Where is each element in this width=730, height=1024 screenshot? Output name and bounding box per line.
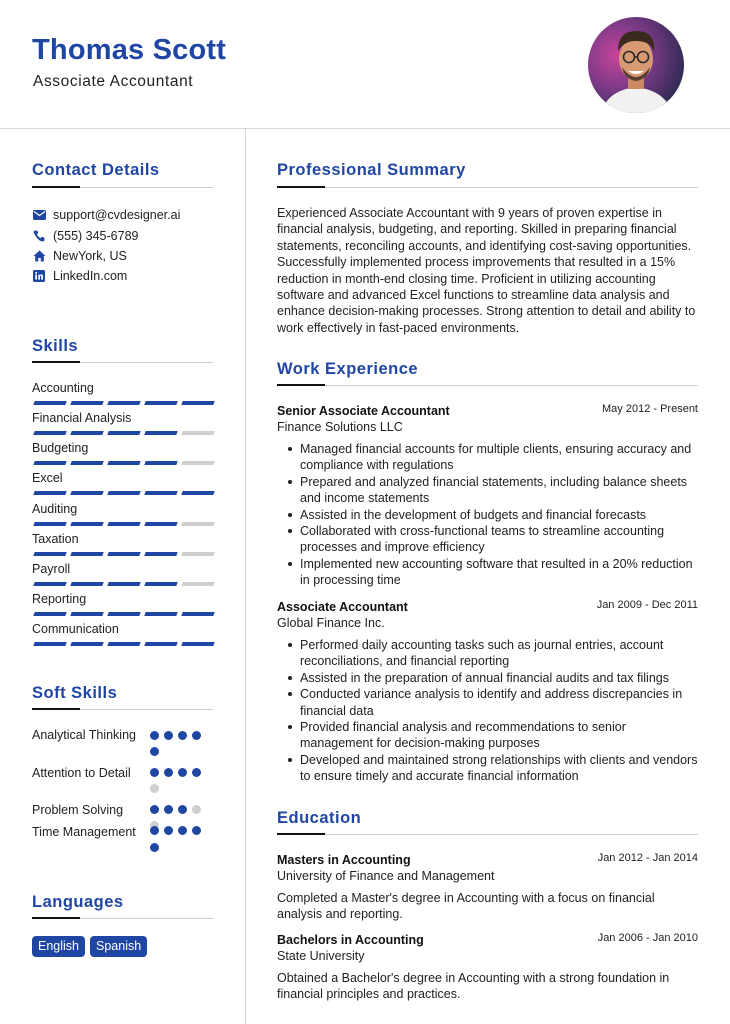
rating-dot-filled	[178, 731, 187, 740]
summary-section-title: Professional Summary	[277, 161, 466, 179]
job-bullet: Prepared and analyzed financial statements, including balance sheets and income statements	[300, 474, 700, 507]
resume-header	[0, 0, 730, 128]
job-company: Finance Solutions LLC	[277, 420, 403, 434]
contact-location-text: NewYork, US	[53, 249, 127, 263]
job-bullets	[300, 637, 700, 785]
job-title: Senior Associate Accountant	[277, 404, 450, 418]
rating-dot-filled	[150, 747, 159, 756]
rating-dot-filled	[164, 768, 173, 777]
rating-dot-filled	[178, 826, 187, 835]
skill-segment-filled	[70, 642, 103, 646]
skill-segment-filled	[33, 642, 66, 646]
skill-segment-filled	[70, 431, 103, 435]
rating-dot-filled	[192, 768, 201, 777]
skill-segment-filled	[181, 401, 214, 405]
rating-dot-filled	[192, 731, 201, 740]
skill-label: Accounting	[32, 381, 94, 395]
skill-segment-filled	[70, 552, 103, 556]
linkedin-icon	[32, 269, 46, 283]
skill-segment-filled	[33, 582, 66, 586]
skill-segment-filled	[144, 642, 177, 646]
skill-segment-empty	[181, 431, 214, 435]
skill-level-bar	[32, 612, 212, 616]
degree-title: Masters in Accounting	[277, 853, 411, 867]
language-tag: Spanish	[90, 936, 147, 957]
rating-dot-filled	[164, 805, 173, 814]
skill-segment-filled	[33, 461, 66, 465]
rating-dot-filled	[178, 805, 187, 814]
skill-label: Payroll	[32, 562, 71, 576]
skill-level-bar	[32, 642, 212, 646]
languages-section-rule	[32, 918, 213, 919]
skill-segment-filled	[107, 491, 140, 495]
skill-segment-filled	[107, 461, 140, 465]
contact-linkedin[interactable]	[32, 268, 127, 284]
rating-dot-empty	[150, 784, 159, 793]
summary-text: Experienced Associate Accountant with 9 years of proven expertise in financial analysis, budgeting, and reporting. Skilled in preparing financial statements, reconciling accounts, and identifying cost-saving opportunities. Successfully implemented process improvements that resulted in a 15% reduction in month-end closing time. Proficient in utilizing accounting software and advanced Excel functions to streamline data analysis and enhance decision-making processes. Strong attention to detail and ability to work effectively in fast-paced environments.	[277, 206, 696, 335]
skill-label: Financial Analysis	[32, 411, 132, 425]
skill-label: Reporting	[32, 592, 87, 606]
contact-phone-text: (555) 345-6789	[53, 229, 139, 243]
degree-dates: Jan 2006 - Jan 2010	[597, 932, 698, 944]
soft-skill-label: Analytical Thinking	[32, 728, 136, 742]
skill-segment-filled	[70, 522, 103, 526]
skill-level-bar	[32, 491, 212, 495]
skill-segment-filled	[33, 431, 66, 435]
skill-segment-empty	[181, 461, 214, 465]
skill-label: Excel	[32, 471, 63, 485]
contact-section-title: Contact Details	[32, 161, 160, 179]
skill-segment-filled	[33, 552, 66, 556]
skill-segment-filled	[33, 401, 66, 405]
skill-label: Auditing	[32, 502, 78, 516]
summary-section-rule	[277, 187, 698, 188]
skill-segment-filled	[70, 582, 103, 586]
job-company: Global Finance Inc.	[277, 616, 385, 630]
experience-section-rule	[277, 385, 698, 386]
profile-photo	[588, 17, 684, 113]
rating-dot-filled	[150, 768, 159, 777]
degree-description: Obtained a Bachelor's degree in Accounting with a strong foundation in financial principles and practices.	[277, 971, 670, 1002]
skill-segment-empty	[181, 552, 214, 556]
rating-dot-filled	[164, 731, 173, 740]
contact-linkedin-text: LinkedIn.com	[53, 269, 128, 283]
skill-label: Communication	[32, 622, 119, 636]
skill-segment-filled	[70, 612, 103, 616]
skill-segment-filled	[144, 552, 177, 556]
skills-section-title: Skills	[32, 337, 79, 355]
rating-dot-filled	[192, 826, 201, 835]
skill-segment-filled	[107, 612, 140, 616]
skill-segment-filled	[144, 612, 177, 616]
job-bullet: Collaborated with cross-functional teams to streamline accounting processes and improve efficiency	[300, 523, 700, 556]
rating-dot-filled	[150, 805, 159, 814]
job-bullets	[300, 441, 700, 589]
skill-segment-filled	[144, 431, 177, 435]
skill-segment-filled	[144, 491, 177, 495]
rating-dot-filled	[150, 826, 159, 835]
home-icon	[32, 249, 46, 263]
candidate-title: Associate Accountant	[33, 73, 194, 90]
rating-dot-filled	[150, 731, 159, 740]
degree-school: University of Finance and Management	[277, 869, 495, 883]
skill-segment-filled	[107, 582, 140, 586]
experience-section-title: Work Experience	[277, 360, 419, 378]
job-bullet: Assisted in the preparation of annual financial audits and tax filings	[300, 670, 700, 686]
education-section-title: Education	[277, 809, 362, 827]
rating-dot-filled	[150, 843, 159, 852]
degree-dates: Jan 2012 - Jan 2014	[597, 852, 698, 864]
skill-segment-filled	[181, 642, 214, 646]
envelope-icon	[32, 208, 46, 222]
skill-level-bar	[32, 461, 212, 465]
skill-segment-filled	[70, 401, 103, 405]
soft-skills-section-rule	[32, 709, 213, 710]
skill-segment-filled	[33, 612, 66, 616]
skill-segment-filled	[107, 401, 140, 405]
skill-level-bar	[32, 431, 212, 435]
contact-email-text: support@cvdesigner.ai	[53, 208, 181, 222]
soft-skill-label: Attention to Detail	[32, 766, 131, 780]
job-title: Associate Accountant	[277, 600, 408, 614]
skills-section-rule	[32, 362, 213, 363]
header-divider	[0, 128, 730, 129]
job-bullet: Conducted variance analysis to identify and address discrepancies in financial data	[300, 686, 700, 719]
skill-segment-filled	[33, 491, 66, 495]
skill-segment-empty	[181, 582, 214, 586]
skill-segment-filled	[107, 522, 140, 526]
job-bullet: Performed daily accounting tasks such as journal entries, account reconciliations, and financial reporting	[300, 637, 700, 670]
degree-title: Bachelors in Accounting	[277, 933, 424, 947]
degree-school: State University	[277, 949, 365, 963]
language-tag: English	[32, 936, 85, 957]
degree-description: Completed a Master's degree in Accounting with a focus on financial analysis and reporting.	[277, 891, 655, 922]
job-dates: Jan 2009 - Dec 2011	[596, 599, 698, 611]
phone-icon	[32, 229, 46, 243]
skill-segment-filled	[107, 642, 140, 646]
skill-segment-empty	[181, 522, 214, 526]
skill-segment-filled	[107, 552, 140, 556]
contact-email[interactable]	[32, 207, 180, 223]
skill-segment-filled	[33, 522, 66, 526]
skill-level-bar	[32, 582, 212, 586]
candidate-name: Thomas Scott	[32, 34, 227, 66]
skill-segment-filled	[144, 522, 177, 526]
job-bullet: Implemented new accounting software that resulted in a 20% reduction in processing time	[300, 556, 700, 589]
skill-segment-filled	[107, 431, 140, 435]
column-divider	[245, 129, 246, 1024]
soft-skill-label: Time Management	[32, 825, 136, 839]
contact-phone[interactable]	[32, 228, 138, 244]
job-dates: May 2012 - Present	[602, 403, 698, 415]
skill-segment-filled	[70, 461, 103, 465]
rating-dot-empty	[192, 805, 201, 814]
skill-segment-filled	[144, 582, 177, 586]
skill-segment-filled	[181, 612, 214, 616]
skill-label: Budgeting	[32, 441, 89, 455]
skill-segment-filled	[181, 491, 214, 495]
skill-level-bar	[32, 401, 212, 405]
skill-segment-filled	[144, 401, 177, 405]
skill-segment-filled	[144, 461, 177, 465]
rating-dot-filled	[178, 768, 187, 777]
skill-level-bar	[32, 522, 212, 526]
education-section-rule	[277, 834, 698, 835]
job-bullet: Assisted in the development of budgets and financial forecasts	[300, 507, 700, 523]
job-bullet: Developed and maintained strong relationships with clients and vendors to ensure timely and accurate financial information	[300, 752, 700, 785]
languages-section-title: Languages	[32, 893, 124, 911]
contact-section-rule	[32, 187, 213, 188]
skill-level-bar	[32, 552, 212, 556]
soft-skill-label: Problem Solving	[32, 803, 124, 817]
contact-location	[32, 248, 127, 264]
job-bullet: Provided financial analysis and recommendations to senior management for decision-making purposes	[300, 719, 700, 752]
skill-segment-filled	[70, 491, 103, 495]
rating-dot-filled	[164, 826, 173, 835]
skill-label: Taxation	[32, 532, 79, 546]
soft-skills-section-title: Soft Skills	[32, 684, 118, 702]
job-bullet: Managed financial accounts for multiple clients, ensuring accuracy and compliance with regulations	[300, 441, 700, 474]
